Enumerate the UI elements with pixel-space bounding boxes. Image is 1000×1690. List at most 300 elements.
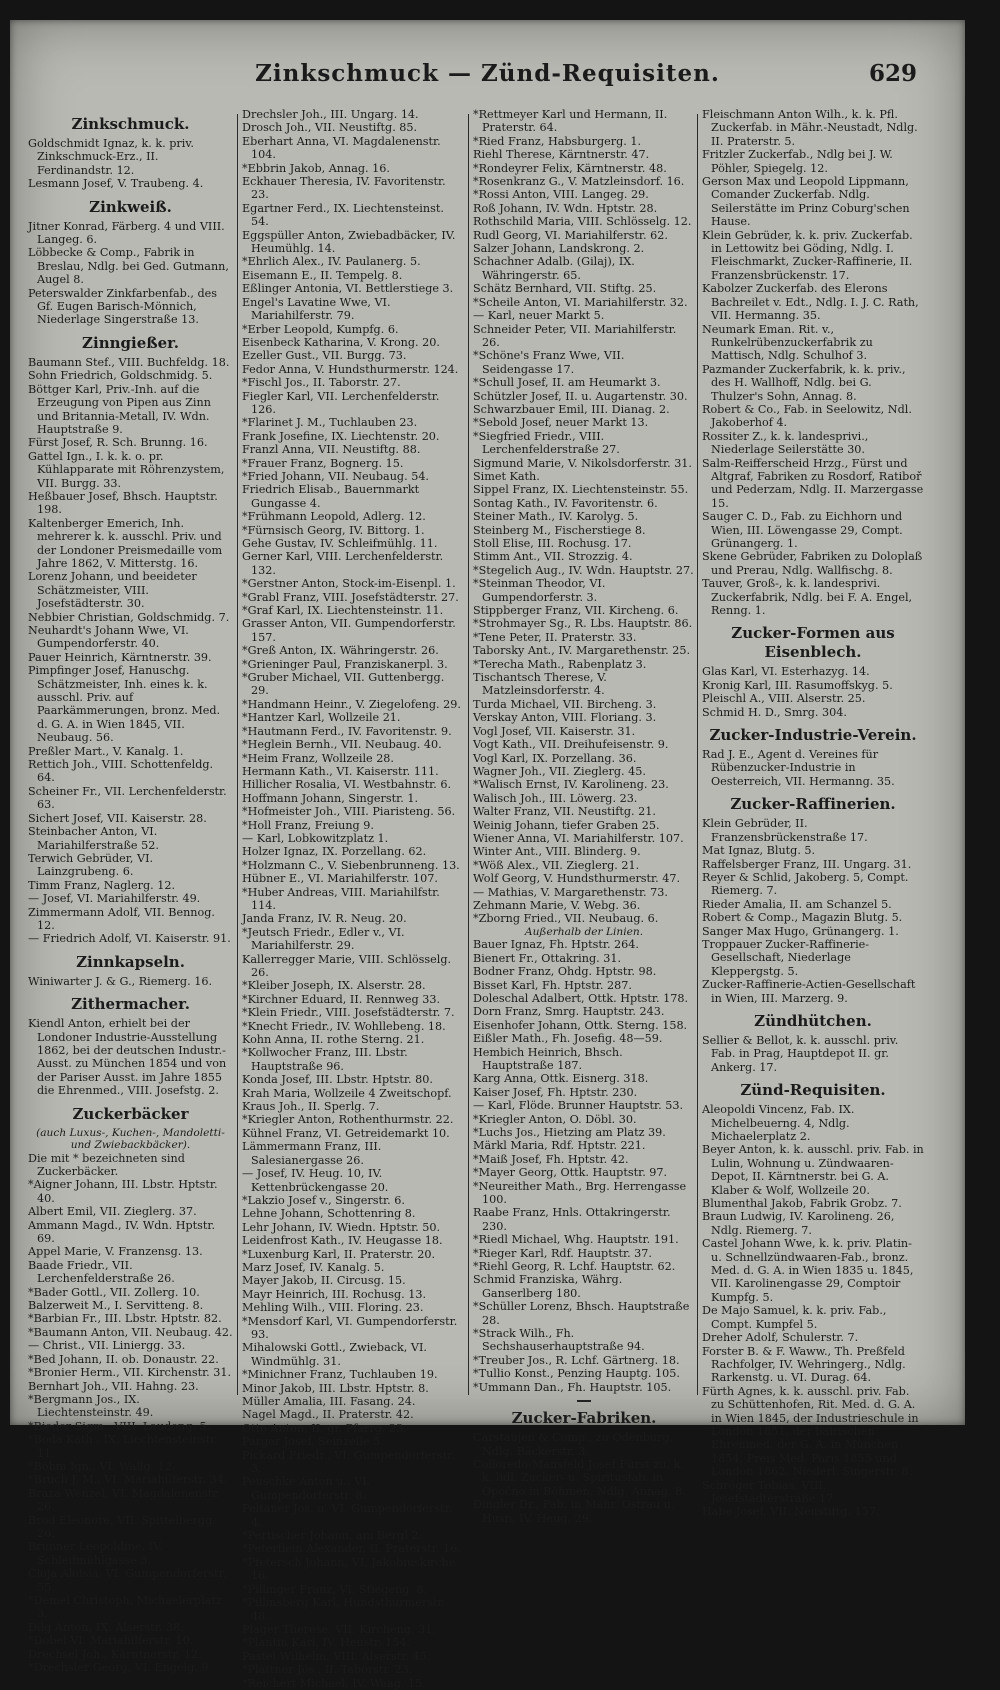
directory-entry: Nagel Magd., II. Praterstr. 42. <box>242 1408 414 1422</box>
section-heading: Zündhütchen. <box>754 1011 872 1030</box>
directory-entry: Weinig Johann, tiefer Graben 25. <box>473 818 660 832</box>
directory-entry: Kaltenberger Emerich, Inh. mehrerer k. k. ausschl. Priv. und der Londoner Preismedaille vom Jahre 1862, V. Mitterstg. 16. <box>28 516 223 570</box>
directory-entry: Karg Anna, Ottk. Eisnerg. 318. <box>473 1072 649 1086</box>
directory-entry: Dorn Franz, Smrg. Hauptstr. 243. <box>473 1005 665 1019</box>
directory-entry: Rieder Amalia, II. am Schanzel 5. <box>702 897 892 911</box>
directory-entry: Beyer Anton, k. k. ausschl. priv. Fab. in Lulin, Wohnung u. Zündwaaren-Depot, II. Kärntnerstr. bei G. A. Klaber & Wolf, Wollzeile 20. <box>702 1143 924 1197</box>
directory-entry: Goldschmidt Ignaz, k. k. priv. Zinkschmuck-Erz., II. Ferdinandstr. 12. <box>28 137 194 177</box>
directory-entry: Parger Josef, Seinzeile 5. <box>242 1435 384 1449</box>
directory-entry: Schmid Franziska, Währg. Ganserlberg 180. <box>473 1273 623 1300</box>
directory-entry: *Maiß Josef, Fh. Hptstr. 42. <box>473 1152 629 1166</box>
directory-entry: *Baumann Anton, VII. Neubaug. 42. <box>28 1325 233 1339</box>
directory-entry: Neumark Eman. Rit. v., Runkelrübenzuckerfabrik zu Mattisch, Ndlg. Schulhof 3. <box>702 322 873 363</box>
directory-entry: Sanger Max Hugo, Grünangerg. 1. <box>702 924 899 938</box>
directory-entry: *Siegfried Friedr., VIII. Lerchenfelderstraße 27. <box>473 429 620 457</box>
directory-entry: *Peterflein Alexander, II. Praterstr. 16. <box>242 1542 461 1556</box>
directory-entry: *Böhm Ign., VI. Wallg. 12. <box>28 1459 176 1473</box>
directory-entry: Vogl Josef, VII. Kaiserstr. 31. <box>473 724 636 738</box>
directory-entry: Fürst Josef, R. Sch. Brunng. 16. <box>28 436 208 450</box>
directory-entry: *Rossi Anton, VIII. Langeg. 29. <box>473 188 649 202</box>
directory-entry: Ezeller Gust., VII. Burgg. 73. <box>242 349 407 363</box>
directory-entry: Engel's Lavatine Wwe, VI. Mariahilferstr. 79. <box>242 295 391 323</box>
directory-entry: Baumann Stef., VIII. Buchfeldg. 18. <box>28 355 230 369</box>
directory-entry: *Erber Leopold, Kumpfg. 6. <box>242 322 399 336</box>
directory-entry: Appel Marie, V. Franzensg. 13. <box>28 1245 203 1259</box>
directory-entry: *Steinman Theodor, VI. Gumpendorferstr. 3. <box>473 577 606 604</box>
directory-entry: Nebbier Christian, Goldschmidg. 7. <box>28 610 230 624</box>
directory-entry: — Karl, Lobkowitzplatz 1. <box>242 831 389 845</box>
directory-entry: Baade Friedr., VII. Lerchenfelderstraße 26. <box>28 1258 175 1286</box>
directory-entry: Kaiser Josef, Fh. Hptstr. 230. <box>473 1085 638 1099</box>
directory-entry: Verskay Anton, VIII. Floriang. 3. <box>473 711 657 725</box>
directory-entry: Jitner Konrad, Färberg. 4 und VIII. Langeg. 6. <box>28 219 225 247</box>
directory-entry: Müller Amalia, III. Fasang. 24. <box>242 1395 416 1408</box>
directory-entry: De Majo Samuel, k. k. priv. Fab., Compt. Kumpfel 5. <box>702 1304 887 1331</box>
directory-entry: Lesmann Josef, V. Traubeng. 4. <box>28 177 204 191</box>
directory-entry: Fedor Anna, V. Hundsthurmerstr. 124. <box>242 362 459 376</box>
directory-entry: Hübner E., VI. Mariahilferstr. 107. <box>242 872 438 886</box>
directory-entry: *Pillinger Franz, VI. Stiegeng. 8. <box>242 1582 428 1596</box>
directory-entry: *Handmann Heinr., V. Ziegelofeng. 29. <box>242 697 461 711</box>
page-title: Zinkschmuck — Zünd-Requisiten. <box>255 60 720 87</box>
directory-entry: *Heim Franz, Wollzeile 28. <box>242 751 394 765</box>
section-heading: Zünd-Requisiten. <box>740 1081 886 1100</box>
directory-entry: Raffelsberger Franz, III. Ungarg. 31. <box>702 857 912 871</box>
directory-entry: Eckhauer Theresia, IV. Favoritenstr. 23. <box>242 175 446 202</box>
directory-entry: *Jeutsch Friedr., Edler v., VI. Mariahilferstr. 29. <box>242 925 405 953</box>
directory-entry: Mayer Jakob, II. Circusg. 15. <box>242 1274 406 1288</box>
directory-entry: *Walisch Ernst, IV. Karolineng. 23. <box>473 778 669 792</box>
directory-entry: Schröger Tobias, VIII. Josefstädterstraße 17. <box>702 1478 837 1505</box>
directory-entry: Schützler Josef, II. u. Augartenstr. 30. <box>473 389 688 403</box>
directory-entry: Peterswalder Zinkfarbenfab., des Gf. Eugen Barisch-Mönnich, Niederlage Singerstraße 13. <box>28 286 218 327</box>
directory-entry: Friedrich Elisab., Bauernmarkt Gungasse 4. <box>242 483 420 510</box>
directory-entry: Pimpfinger Josef, Hanuschg. Schätzmeister, Inh. eines k. k. ausschl. Priv. auf Paarkämmerungen, bronz. Med. d. G. A. in Wien 1845, VII. Neubaug. 56. <box>28 664 221 745</box>
directory-entry: Zehmann Marie, V. Webg. 36. <box>473 898 641 912</box>
directory-entry: Dilg Anton, IX. Alserstr. 38. <box>28 1620 184 1634</box>
directory-entry: Raabe Franz, Hnls. Ottakringerstr. 230. <box>473 1206 671 1233</box>
directory-entry: Minor Jakob, III. Lbstr. Hptstr. 8. <box>242 1381 429 1395</box>
directory-entry: *Kirchner Eduard, II. Rennweg 33. <box>242 992 441 1006</box>
directory-entry: Bisset Karl, Fh. Hptstr. 287. <box>473 978 632 992</box>
directory-entry: Janda Franz, IV. R. Neug. 20. <box>242 912 407 926</box>
directory-entry: Leidenfrost Kath., IV. Heugasse 18. <box>242 1234 443 1248</box>
directory-entry: Timm Franz, Naglerg. 12. <box>28 878 176 892</box>
directory-entry: Tischantsch Therese, V. Matzleinsdorferstr. 4. <box>473 671 607 698</box>
directory-entry: Schneider Peter, VII. Mariahilferstr. 26. <box>473 322 677 349</box>
directory-entry: *Reichert Michael, IV. Waag. 15. <box>242 1676 426 1690</box>
column-divider <box>237 114 238 1395</box>
directory-entry: *Schöne's Franz Wwe, VII. Seidengasse 17. <box>473 349 625 376</box>
directory-entry: *Bruch J. M., VI. Mariahilferstr. 34. <box>28 1473 228 1487</box>
directory-entry: Kronig Karl, III. Rasumoffskyg. 5. <box>702 678 893 692</box>
separator-dash <box>577 1400 591 1402</box>
directory-entry: Robert & Co., Fab. in Seelowitz, Ndl. Jakoberhof 4. <box>702 402 912 430</box>
directory-entry: Vogl Karl, IX. Porzellang. 36. <box>473 751 637 765</box>
directory-entry: Braza Wenzel, VI. Magdalenenstr. 26. <box>28 1486 220 1514</box>
directory-entry: Franzl Anna, VII. Neustiftg. 88. <box>242 443 421 457</box>
directory-entry: Zucker-Raffinerie-Actien-Gesellschaft in Wien, III. Marzerg. 9. <box>702 978 916 1005</box>
directory-entry: Bienert Fr., Ottakring. 31. <box>473 951 622 965</box>
directory-entry: Gattel Ign., I. k. k. o. pr. Kühlapparate mit Röhrenzystem, VII. Burgg. 33. <box>28 449 225 490</box>
section-heading: Zinkweiß. <box>89 197 172 216</box>
directory-entry: *Hautmann Ferd., IV. Favoritenstr. 9. <box>242 724 452 738</box>
directory-entry: *Terecha Math., Rabenplatz 3. <box>473 657 647 671</box>
directory-entry: *Schüller Lorenz, Bhsch. Hauptstraße 28. <box>473 1300 690 1327</box>
directory-entry: Marz Josef, IV. Kanalg. 5. <box>242 1260 385 1274</box>
directory-entry: Sigmund Marie, V. Nikolsdorferstr. 31. <box>473 456 692 470</box>
directory-entry: *Bieder Sigm., VIII. Laudong. 5. <box>28 1419 211 1433</box>
directory-entry: Rudl Georg, VI. Mariahilferstr. 62. <box>473 228 668 242</box>
directory-entry: Sellier & Bellot, k. k. ausschl. priv. Fab. in Prag, Hauptdepot II. gr. Ankerg. 17. <box>702 1033 899 1074</box>
directory-entry: *Huber Andreas, VIII. Mariahilfstr. 114. <box>242 885 440 912</box>
directory-entry: *Riehl Georg, R. Lchf. Hauptstr. 62. <box>473 1260 676 1274</box>
directory-entry: Pastel Wilhelm, VIII. Alserstr. 45. <box>242 1649 431 1663</box>
directory-entry: Klein Gebrüder, II. Franzensbrückenstraße 17. <box>702 817 868 844</box>
directory-entry: — Mathias, V. Margarethenstr. 73. <box>473 885 668 899</box>
directory-entry: Reyer & Schlid, Jakoberg. 5, Compt. Riemerg. 7. <box>702 870 909 898</box>
section-heading: Zinngießer. <box>82 333 179 352</box>
directory-entry: Krah Maria, Wollzeile 4 Zweitschopf. <box>242 1086 452 1100</box>
directory-entry: Dingler Dr., Fab. in Mähr. Ostrau u. Husn, IV. Heug. 29. <box>473 1498 675 1525</box>
directory-entry: *Schull Josef, II. am Heumarkt 3. <box>473 376 661 390</box>
directory-entry: *Tene Peter, II. Praterstr. 33. <box>473 630 637 644</box>
directory-entry: Forster B. & F. Waww., Th. Preßfeld Rachfolger, IV. Wehringerg., Ndlg. Rarkenstg. u. VI. Durag. 64. <box>702 1344 906 1385</box>
directory-entry: *Graf Karl, IX. Liechtensteinstr. 11. <box>242 604 444 618</box>
directory-entry: Drechsel Joh., Kärntnerstr. 12. <box>28 1647 202 1661</box>
directory-entry: Vogt Kath., VII. Dreihufeisenstr. 9. <box>473 738 669 752</box>
directory-entry: Hoffmann Johann, Singerstr. 1. <box>242 791 419 805</box>
directory-entry: *Rosenkranz G., V. Matzleinsdorf. 16. <box>473 175 685 189</box>
directory-entry: Sippel Franz, IX. Liechtensteinstr. 55. <box>473 483 689 497</box>
column-1 <box>28 108 233 1675</box>
directory-entry: Brunner Leopoldine, IV. Schleifmühlgasse 3. <box>28 1540 163 1567</box>
directory-entry: Taborsky Ant., IV. Margarethenstr. 25. <box>473 644 691 658</box>
directory-entry: Kabolzer Zuckerfab. des Elerons Bachreilet v. Edt., Ndlg. I. J. C. Rath, VII. Hermanng. 35. <box>702 282 919 323</box>
section-heading: Zinkschmuck. <box>71 115 190 133</box>
directory-entry: Stippberger Franz, VII. Kircheng. 6. <box>473 604 679 618</box>
directory-entry: Gerner Karl, VIII. Lerchenfelderstr. 132. <box>242 550 444 577</box>
directory-entry: Albert Emil, VII. Zieglerg. 37. <box>28 1205 197 1219</box>
directory-entry: *Luxenburg Karl, II. Praterstr. 20. <box>242 1247 436 1261</box>
directory-entry: Blumenthal Jakob, Fabrik Grobz. 7. <box>702 1197 902 1211</box>
directory-entry: Steinberg M., Fischerstiege 8. <box>473 523 646 537</box>
directory-entry: *Minichner Franz, Tuchlauben 19. <box>242 1368 438 1382</box>
directory-entry: Schachner Adalb. (Gilaj), IX. Währingerstr. 65. <box>473 255 635 282</box>
directory-entry: Habe Josef, VII. Neustiftg. 157. <box>702 1505 880 1519</box>
directory-entry: Schwarzbauer Emil, III. Dianag. 2. <box>473 402 670 416</box>
directory-entry: *Boda Kath., IX. Liechtensteinstr. 11. <box>28 1433 218 1460</box>
directory-entry: *Hofmeister Joh., VIII. Piaristeng. 56. <box>242 805 456 819</box>
directory-entry: Kraus Joh., II. Sperlg. 7. <box>242 1100 380 1114</box>
directory-entry: *Grabl Franz, VIII. Josefstädterstr. 27. <box>242 590 459 604</box>
section-heading: Zuckerbäcker <box>72 1104 189 1123</box>
directory-entry: — Josef, IV. Heug. 10, IV. Kettenbrückengasse 20. <box>242 1167 389 1194</box>
directory-entry: Fiegler Karl, VII. Lerchenfelderstr. 126. <box>242 389 440 416</box>
directory-entry: Otto Anton, II. gr. Pfarrg. 23. <box>242 1421 407 1435</box>
directory-entry: Colloredo-Mansfeld Josef Fürst zu, k. k. lidl. Zucker- u. Spiritusfab. in Opočno in Böhmen, Ndlg. Annag. 8. <box>473 1457 686 1498</box>
directory-entry: *Kriegler Anton, O. Döbl. 30. <box>473 1112 637 1126</box>
directory-entry: Rothschild Maria, VIII. Schlösselg. 12. <box>473 215 692 229</box>
directory-entry: *Greß Anton, IX. Währingerstr. 26. <box>242 644 439 658</box>
directory-entry: Pleischl A., VIII. Alserstr. 25. <box>702 692 866 706</box>
directory-entry: *Holzmann C., V. Siebenbrunneng. 13. <box>242 858 460 872</box>
section-heading: Zucker-Raffinerien. <box>730 795 896 814</box>
directory-entry: *Strack Wilh., Fh. Sechshauserhauptstraße 94. <box>473 1327 645 1354</box>
directory-entry: Klein Gebrüder, k. k. priv. Zuckerfab. in Lettowitz bei Göding, Ndlg. I. Fleischmarkt, Zucker-Raffinerie, II. Franzensbrückenstr. 17. <box>702 228 913 282</box>
section-heading: Zithermacher. <box>71 995 190 1014</box>
directory-entry: *Neureither Math., Brg. Herrengasse 100. <box>473 1179 687 1206</box>
directory-entry: Drosch Joh., VII. Neustiftg. 85. <box>242 121 418 135</box>
directory-entry: Egartner Ferd., IX. Liechtensteinst. 54. <box>242 201 444 229</box>
directory-entry: Lämmermann Franz, III. Salesianergasse 26. <box>242 1140 382 1167</box>
directory-entry: *Bed Johann, II. ob. Donaustr. 22. <box>28 1352 219 1366</box>
directory-entry: *Mensdorf Karl, VI. Gumpendorferstr. 93. <box>242 1314 458 1341</box>
directory-entry: *Hantzer Karl, Wollzeile 21. <box>242 711 401 725</box>
directory-entry: Gehe Gustav, IV. Schleifmühlg. 11. <box>242 537 438 550</box>
directory-entry: Balzerweit M., I. Servitteng. 8. <box>28 1299 204 1313</box>
directory-entry: Preßler Mart., V. Kanalg. 1. <box>28 744 184 758</box>
directory-entry: Eberhart Anna, VI. Magdalenenstr. 104. <box>242 134 441 162</box>
directory-entry: Wagner Joh., VII. Zieglerg. 45. <box>473 764 646 778</box>
directory-entry: — Josef, VI. Mariahilferstr. 49. <box>28 892 201 906</box>
directory-entry: Eßlinger Antonia, VI. Bettlerstiege 3. <box>242 282 454 296</box>
directory-entry: *Frühmann Leopold, Adlerg. 12. <box>242 510 426 524</box>
directory-entry: *Tullio Konst., Penzing Hauptg. 105. <box>473 1367 680 1381</box>
directory-entry: *Fried Johann, VII. Neubaug. 54. <box>242 469 429 483</box>
directory-entry: *Knecht Friedr., IV. Wohllebeng. 18. <box>242 1019 446 1033</box>
directory-entry: *Demel Christoph, Michaelerplatz 3. <box>28 1594 222 1621</box>
directory-entry: *Ehrlich Alex., IV. Paulanerg. 5. <box>242 255 421 269</box>
directory-entry: Sontag Kath., IV. Favoritenstr. 6. <box>473 496 658 510</box>
directory-entry: *Heglein Bernh., VII. Neubaug. 40. <box>242 738 442 752</box>
directory-entry: Steinbacher Anton, VI. Mariahilferstraße 52. <box>28 825 159 852</box>
directory-entry: Turda Michael, VII. Bircheng. 3. <box>473 697 657 711</box>
directory-entry: *Rieger Karl, Rdf. Hauptstr. 37. <box>473 1246 652 1260</box>
directory-entry: Riehl Therese, Kärntnerstr. 47. <box>473 148 650 162</box>
directory-entry: Sohn Friedrich, Goldschmidg. 5. <box>28 369 213 383</box>
directory-entry: Mehling Wilh., VIII. Floring. 23. <box>242 1301 424 1315</box>
directory-entry: *Aigner Johann, III. Lbstr. Hptstr. 40. <box>28 1178 218 1205</box>
directory-entry: *Luchs Jos., Hietzing am Platz 39. <box>473 1125 666 1139</box>
directory-entry: Dreher Adolf, Schulerstr. 7. <box>702 1331 859 1345</box>
directory-entry: Troppauer Zucker-Raffinerie-Gesellschaft, Niederlage Kleppergstg. 5. <box>702 937 870 978</box>
directory-entry: Böttger Karl, Priv.-Inh. auf die Erzeugung von Pipen aus Zinn und Britannia-Metall, IV. Wdn. Hauptstraße 9. <box>28 382 211 436</box>
directory-entry: Cloja Aloisia, VI. Gumpendorferstr. 55. <box>28 1567 227 1594</box>
directory-entry: Mihalowski Gottl., Zwieback, VI. Windmühlg. 31. <box>242 1341 427 1368</box>
directory-entry: Bodner Franz, Ohdg. Hptstr. 98. <box>473 965 657 979</box>
directory-entry: Eisemann E., II. Tempelg. 8. <box>242 268 403 282</box>
directory-entry: *Scheile Anton, VI. Mariahilferstr. 32. <box>473 295 688 309</box>
directory-entry: Mayr Heinrich, III. Rochusg. 13. <box>242 1287 427 1301</box>
directory-entry: Castel Johann Wwe, k. k. priv. Platin- u. Schnellzündwaaren-Fab., bronz. Med. d. G. A. in Wien 1835 u. 1845, VII. Karolinengasse 29, Comptoir Kumpfg. 5. <box>702 1237 914 1304</box>
directory-entry: *Pertischer Johann, am Bergl 2. <box>242 1529 423 1543</box>
directory-entry: *Rondeyrer Felix, Kärntnerstr. 48. <box>473 161 667 175</box>
directory-entry: *Klein Friedr., VIII. Josefstädterstr. 7. <box>242 1006 455 1020</box>
directory-entry: *Ried Franz, Habsburgerg. 1. <box>473 134 642 148</box>
page-header <box>10 60 965 96</box>
directory-entry: Fleischmann Anton Wilh., k. k. Pfl. Zuckerfab. in Mähr.-Neustadt, Ndlg. II. Praterstr. 5. <box>702 108 918 148</box>
column-4 <box>702 108 924 1519</box>
directory-entry: *Fischl Jos., II. Taborstr. 27. <box>242 376 401 390</box>
directory-entry: Salzer Johann, Landskrong. 2. <box>473 242 645 256</box>
directory-entry: *Treuber Jos., R. Lchf. Gärtnerg. 18. <box>473 1353 680 1367</box>
column-divider <box>697 114 698 1395</box>
directory-entry: Schätz Bernhard, VII. Stiftg. 25. <box>473 282 657 296</box>
directory-entry: *Plantin Karl, IV. Heustr. 154. <box>242 1636 411 1650</box>
directory-entry: *Flarinet J. M., Tuchlauben 23. <box>242 416 418 430</box>
directory-entry: Hembich Heinrich, Bhsch. Hauptstraße 187. <box>473 1045 623 1072</box>
directory-entry: Kiendl Anton, erhielt bei der Londoner Industrie-Ausstellung 1862, bei der deutschen Industr.-Ausst. zu München 1854 und von der Pariser Ausst. im Jahre 1855 die Ehrenmed., VIII. Josefstg. 2. <box>28 1017 227 1098</box>
directory-entry: Märkl Maria, Rdf. Hptstr. 221. <box>473 1139 646 1153</box>
directory-entry: *Stegelich Aug., IV. Wdn. Hauptstr. 27. <box>473 563 694 577</box>
directory-entry: Mat Ignaz, Blutg. 5. <box>702 844 816 858</box>
directory-entry: *Bergmann Jos., IX. Liechtensteinstr. 49. <box>28 1392 154 1420</box>
directory-entry: *Pillinsberg Karl, Hundsthurmerstr. 48. <box>242 1596 446 1623</box>
directory-entry: Bernhart Joh., VII. Hahng. 23. <box>28 1379 199 1393</box>
directory-entry: Ammann Magd., IV. Wdn. Hptstr. 69. <box>28 1218 216 1246</box>
directory-entry: *Dobel VI. Mariahilferstr. 10. <box>28 1634 194 1648</box>
directory-entry: Wolf Georg, V. Hundsthurmerstr. 47. <box>473 872 681 886</box>
directory-entry: *Kriegler Anton, Rothenthurmstr. 22. <box>242 1113 454 1127</box>
directory-entry: Stimm Ant., VII. Strozzig. 4. <box>473 550 633 564</box>
directory-entry: Roß Johann, IV. Wdn. Hptstr. 28. <box>473 201 658 215</box>
section-heading: Zucker-Fabriken. <box>511 1409 657 1428</box>
directory-entry: *Bronier Herm., VII. Kirchenstr. 31. <box>28 1366 232 1380</box>
directory-entry: *Fürnsisch Georg, IV. Bittorg. 1. <box>242 523 425 537</box>
directory-entry: *Grieninger Paul, Franziskanerpl. 3. <box>242 657 448 671</box>
directory-entry: Schmid H. D., Smrg. 304. <box>702 705 847 719</box>
directory-entry: Walisch Joh., III. Löwerg. 23. <box>473 791 638 805</box>
directory-entry: Winiwarter J. & G., Riemerg. 16. <box>28 974 213 988</box>
directory-entry: Aleopoldi Vincenz, Fab. IX. Michelbeuerng. 4, Ndlg. Michaelerplatz 2. <box>702 1103 855 1143</box>
section-heading: Zinnkapseln. <box>76 952 185 971</box>
directory-entry: Kohn Anna, II. rothe Sterng. 21. <box>242 1033 425 1047</box>
directory-entry: *Lakzio Josef v., Singerstr. 6. <box>242 1193 405 1207</box>
directory-entry: Glas Karl, VI. Esterhazyg. 14. <box>702 665 870 679</box>
directory-entry: Konda Josef, III. Lbstr. Hptstr. 80. <box>242 1073 433 1087</box>
directory-entry: *Kleiber Joseph, IX. Alserstr. 28. <box>242 979 426 993</box>
directory-entry: Tauver, Groß-, k. k. landesprivi. Zuckerfabrik, Ndlg. bei F. A. Engel, Renng. 1. <box>702 577 913 618</box>
directory-entry: Hermann Kath., VI. Kaiserstr. 111. <box>242 764 439 778</box>
directory-entry: Brod Eleonore, VII. Spittelbergg. 26. <box>28 1513 216 1540</box>
directory-entry: Eißler Math., Fh. Josefig. 48—59. <box>473 1032 663 1046</box>
directory-entry: *Barbian Fr., III. Lbstr. Hptstr. 82. <box>28 1312 222 1326</box>
directory-entry: Hillicher Rosalia, VI. Westbahnstr. 6. <box>242 778 452 792</box>
directory-entry: Eisenhofer Johann, Ottk. Sterng. 158. <box>473 1018 688 1032</box>
directory-entry: *Plattner Jos., II. Taborstr. 23. <box>242 1663 413 1677</box>
directory-entry: Steiner Math., IV. Karolyg. 5. <box>473 510 639 524</box>
directory-entry: *Kollwocher Franz, III. Lbstr. Hauptstraße 96. <box>242 1046 408 1073</box>
directory-entry: *Wöß Alex., VII. Zieglerg. 21. <box>473 858 640 872</box>
directory-entry: Walter Franz, VII. Neustiftg. 21. <box>473 805 656 819</box>
directory-entry: Doleschal Adalbert, Ottk. Hptstr. 178. <box>473 991 689 1005</box>
directory-entry: — Christ., VII. Liniergg. 33. <box>28 1339 186 1353</box>
directory-entry: Pauer Heinrich, Kärntnerstr. 39. <box>28 650 212 664</box>
directory-entry: Pickard Friedr., VI. Gumpendorferstr. 3. <box>242 1448 455 1476</box>
directory-entry: — Karl, neuer Markt 5. <box>473 309 605 323</box>
directory-entry: — Karl, Flöde. Brunner Hauptstr. 53. <box>473 1099 684 1113</box>
directory-entry: Kühnel Franz, VI. Getreidemarkt 10. <box>242 1126 450 1140</box>
directory-entry: Salm-Reifferscheid Hrzg., Fürst und Altgraf, Fabriken zu Rosdorf, Ratiboř und Pederzam, Ndlg. II. Marzergasse 15. <box>702 456 924 510</box>
directory-entry: Plager Therese, VII. Kircheng. 31. <box>242 1622 436 1636</box>
directory-entry: Sauger C. D., Fab. zu Eichhorn und Wien, III. Löwengasse 29, Compt. Grünangerg. 1. <box>702 510 903 550</box>
directory-entry: Simet Kath. <box>473 469 540 483</box>
directory-entry: Gerson Max und Leopold Lippmann, Comander Zuckerfab. Ndlg. Seilerstätte im Prinz Coburg'schen Hause. <box>702 175 910 229</box>
directory-entry: *Drechsler Georg, VI. Engelg. 9. <box>28 1661 213 1675</box>
directory-entry: Fürth Agnes, k. k. ausschl. priv. Fab. zu Schüttenhofen, Rit. Med. d. G. A. in Wien 1845, der Industrieschule in London 1851, der bairischen Ehrenmed. der G. A. in München 1854, Preis Med. Paris 1855 und London 1862, Niederl. Singerstr. 8. <box>702 1384 919 1479</box>
column-divider <box>468 114 469 1395</box>
directory-entry: Lorenz Johann, und beeideter Schätzmeister, VIII. Josefstädterstr. 30. <box>28 570 197 611</box>
directory-entry: Pazmander Zuckerfabrik, k. k. priv., des H. Wallhoff, Ndlg. bei G. Thulzer's Sohn, Annag. 8. <box>702 362 906 403</box>
column-3 <box>473 108 695 1525</box>
directory-entry: *Gruber Michael, VII. Guttenbergg. 29. <box>242 671 445 698</box>
directory-entry: Lehr Johann, IV. Wiedn. Hptstr. 50. <box>242 1220 441 1234</box>
directory-entry: Die mit * bezeichneten sind Zuckerbäcker. <box>28 1151 185 1178</box>
directory-entry: Heßbauer Josef, Bhsch. Hauptstr. 198. <box>28 489 218 517</box>
directory-entry: *Zborng Fried., VII. Neubaug. 6. <box>473 912 659 926</box>
directory-entry: Bauer Ignaz, Fh. Hptstr. 264. <box>473 938 639 952</box>
directory-entry: *Pfetersch Johann, VI. Jakobiuskirche 16. <box>242 1555 456 1583</box>
directory-entry: *Ummann Dan., Fh. Hauptstr. 105. <box>473 1380 672 1394</box>
column-2 <box>242 108 464 1690</box>
section-heading: Zucker-Formen aus Eisenblech. <box>731 624 895 662</box>
directory-entry: Winter Ant., VIII. Blinderg. 9. <box>473 845 641 859</box>
directory-entry: *Holl Franz, Freiung 9. <box>242 818 374 832</box>
directory-entry: Frank Josefine, IX. Liechtenstr. 20. <box>242 429 440 443</box>
directory-entry: Stoll Elise, III. Rochusg. 17. <box>473 537 632 550</box>
directory-entry: Lehne Johann, Schottenring 8. <box>242 1207 416 1221</box>
directory-entry: *Bader Gottl., VII. Zollerg. 10. <box>28 1285 200 1299</box>
directory-entry: Robert & Comp., Magazin Blutg. 5. <box>702 911 903 925</box>
directory-entry: Carstaujen & Comp., zu Odenburg, Ndlg. Bäckerstr. 3. <box>473 1431 674 1458</box>
directory-entry: *Sebold Josef, neuer Markt 13. <box>473 416 649 430</box>
section-heading: Zucker-Industrie-Verein. <box>709 726 917 745</box>
directory-entry: Zimmermann Adolf, VII. Bennog. 12. <box>28 905 215 932</box>
section-note: (auch Luxus-, Kuchen-, Mandoletti- und Zwiebackbäcker). <box>36 1126 225 1152</box>
directory-entry: Eggspüller Anton, Zwiebadbäcker, IV. Heumühlg. 14. <box>242 228 456 256</box>
directory-entry: *Strohmayer Sg., R. Lbs. Hauptstr. 86. <box>473 617 693 631</box>
directory-entry: Skene Gebrüder, Fabriken zu Doloplaß und Prerau, Ndlg. Wallfischg. 8. <box>702 550 923 577</box>
page-number: 629 <box>868 60 917 87</box>
directory-entry: Drechsler Joh., III. Ungarg. 14. <box>242 108 419 121</box>
directory-entry: Grasser Anton, VII. Gumpendorferstr. 157. <box>242 617 456 644</box>
directory-entry: Löbbecke & Comp., Fabrik in Breslau, Ndlg. bei Ged. Gutmann, Augel 8. <box>28 246 229 287</box>
directory-entry: Peltaner Jos. u. VI. Gumpendorferstr. 4. <box>242 1502 453 1529</box>
directory-entry: Wiener Anna, VI. Mariahilferstr. 107. <box>473 831 684 845</box>
directory-entry: *Frauer Franz, Bognerg. 15. <box>242 456 404 470</box>
directory-entry: Eisenbeck Katharina, V. Krong. 20. <box>242 335 440 349</box>
directory-entry: Peuschke Anton u., VI. Gumpendorferstr. 8. <box>242 1475 371 1502</box>
directory-entry: Rad J. E., Agent d. Vereines für Rübenzucker-Industrie in Oesterreich, VII. Hermanng. 35. <box>702 748 895 788</box>
directory-entry: Terwich Gebrüder, VI. Lainzgrubeng. 6. <box>28 851 154 879</box>
directory-entry: *Mayer Georg, Ottk. Hauptstr. 97. <box>473 1166 668 1180</box>
directory-entry: *Rettmeyer Karl und Hermann, II. Praterstr. 64. <box>473 108 668 135</box>
directory-entry: Rossiter Z., k. k. landesprivi., Niederlage Seilerstätte 30. <box>702 429 869 457</box>
directory-entry: Neuhardt's Johann Wwe, VI. Gumpendorferstr. 40. <box>28 624 189 651</box>
directory-entry: Rettich Joh., VIII. Schottenfeldg. 64. <box>28 758 214 785</box>
directory-entry: Braun Ludwig, IV. Karolineng. 26, Ndlg. Riemerg. 7. <box>702 1210 895 1237</box>
directory-entry: Fritzler Zuckerfab., Ndlg bei J. W. Pöhler, Spiegelg. 12. <box>702 148 893 175</box>
directory-entry: — Friedrich Adolf, VI. Kaiserstr. 91. <box>28 932 231 946</box>
directory-entry: *Riedl Michael, Whg. Hauptstr. 191. <box>473 1233 679 1247</box>
directory-entry: Sichert Josef, VII. Kaiserstr. 28. <box>28 811 207 825</box>
section-note: Außerhalb der Linien. <box>524 925 644 938</box>
directory-entry: Holzer Ignaz, IX. Porzellang. 62. <box>242 845 427 859</box>
directory-page <box>10 20 965 1690</box>
directory-entry: *Ebbrin Jakob, Annag. 16. <box>242 161 390 175</box>
directory-entry: Kallerregger Marie, VIII. Schlösselg. 26. <box>242 952 452 979</box>
